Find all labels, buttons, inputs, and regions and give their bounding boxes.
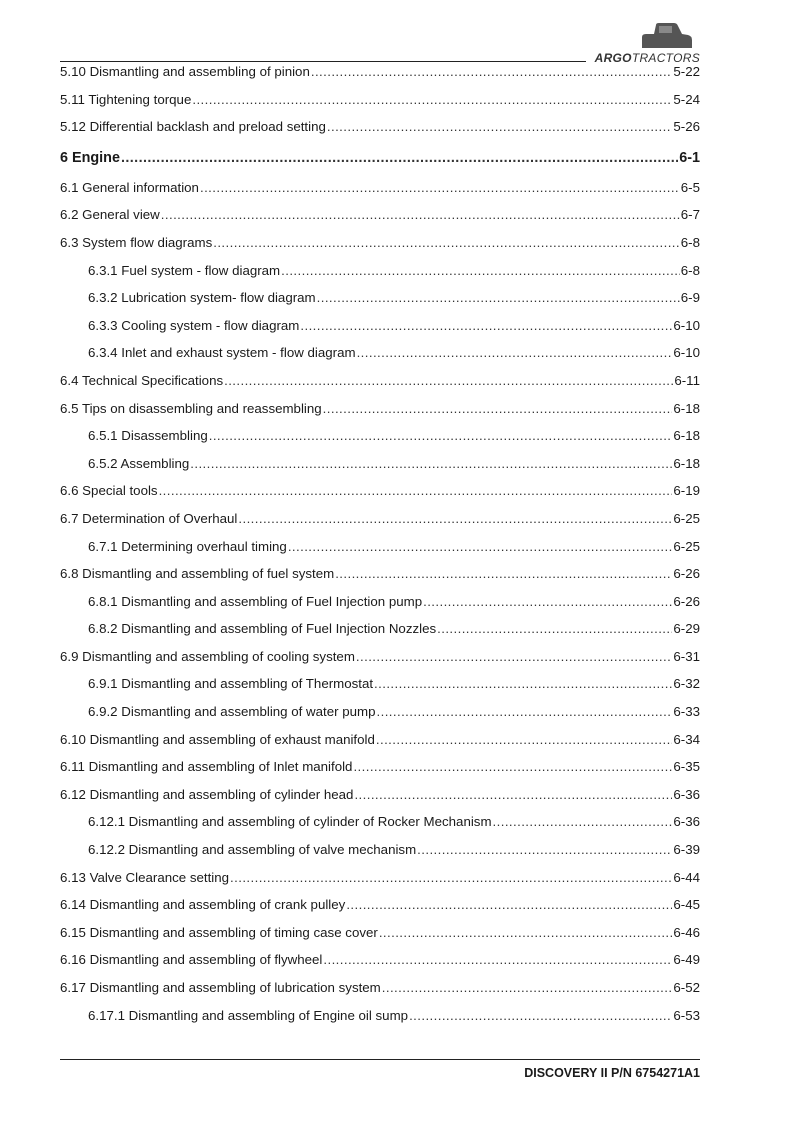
toc-entry[interactable] [60,64,700,92]
toc-entry-title: 6.15 Dismantling and assembling of timing case cover [60,924,378,940]
toc-entry-title: 6.5.2 Assembling [88,455,190,471]
toc-entry-page-number: 6-25 [673,510,700,526]
toc-entry[interactable] [60,147,700,180]
toc-dot-leader [161,207,680,222]
brand-wordmark [588,51,700,65]
toc-entry-title: 6.5 Tips on disassembling and reassembling [60,400,322,416]
toc-entry-title: 6.10 Dismantling and assembling of exhaust manifold [60,731,375,747]
toc-dot-leader [409,1008,672,1023]
toc-entry-title: 6.16 Dismantling and assembling of flywheel [60,952,323,968]
toc-entry[interactable] [60,290,700,318]
toc-entry-title: 5.12 Differential backlash and preload setting [60,119,326,135]
toc-entry[interactable] [60,119,700,147]
toc-entry[interactable] [60,759,700,787]
toc-entry[interactable] [60,456,700,484]
toc-entry-page-number: 6-45 [673,897,700,913]
toc-entry-page-number: 6-44 [673,869,700,885]
toc-entry[interactable] [60,649,700,677]
toc-dot-leader [288,539,673,554]
toc-dot-leader [209,428,673,443]
toc-entry-page-number: 5-22 [673,64,700,79]
toc-entry-page-number: 6-29 [673,621,700,637]
toc-entry-page-number: 6-35 [673,759,700,775]
document-part-number: DISCOVERY II P/N 6754271A1 [524,1066,700,1080]
header-rule [60,61,586,62]
toc-dot-leader [417,842,672,857]
toc-entry-title: 6.17.1 Dismantling and assembling of Engine oil sump [88,1007,409,1023]
toc-entry[interactable] [60,676,700,704]
toc-entry-page-number: 6-33 [673,704,700,720]
toc-entry-page-number: 6-53 [673,1007,700,1023]
toc-entry-page-number: 6-18 [673,428,700,444]
brand-logo [588,22,700,66]
toc-entry[interactable] [60,980,700,1008]
toc-dot-leader [224,373,673,388]
toc-entry[interactable] [60,814,700,842]
toc-entry[interactable] [60,566,700,594]
toc-entry[interactable] [60,235,700,263]
toc-entry[interactable] [60,1008,700,1036]
toc-dot-leader [493,814,673,829]
toc-entry-page-number: 6-18 [673,455,700,471]
toc-entry-page-number: 6-19 [673,483,700,499]
toc-dot-leader [281,263,680,278]
toc-dot-leader [376,732,673,747]
toc-entry-page-number: 6-34 [673,731,700,747]
toc-entry[interactable] [60,345,700,373]
toc-entry-title: 6.9 Dismantling and assembling of cooling system [60,648,355,664]
toc-entry-page-number: 6-26 [673,566,700,582]
toc-entry[interactable] [60,180,700,208]
toc-entry-title: 6.3.4 Inlet and exhaust system - flow diagram [88,345,356,361]
toc-entry-title: 6.8 Dismantling and assembling of fuel system [60,566,335,582]
toc-entry-page-number: 6-39 [673,842,700,858]
toc-entry-page-number: 6-32 [673,676,700,692]
footer-rule [60,1059,700,1060]
toc-entry-page-number: 6-1 [679,149,700,166]
toc-dot-leader [190,456,672,471]
toc-entry-title: 6.12.2 Dismantling and assembling of valve mechanism [88,842,417,858]
toc-entry[interactable] [60,897,700,925]
toc-dot-leader [437,621,672,636]
toc-entry[interactable] [60,428,700,456]
toc-entry[interactable] [60,539,700,567]
toc-entry-title: 6.7 Determination of Overhaul [60,510,238,526]
toc-dot-leader [213,235,680,250]
toc-entry-title: 6.3.3 Cooling system - flow diagram [88,317,300,333]
toc-entry-title: 6.9.1 Dismantling and assembling of Thermostat [88,676,374,692]
toc-entry-page-number: 6-49 [673,952,700,968]
toc-entry-page-number: 6-46 [673,924,700,940]
toc-entry-title: 6.7.1 Determining overhaul timing [88,538,287,554]
toc-entry-title: 5.10 Dismantling and assembling of pinion [60,64,310,79]
brand-name-rest: TRACTORS [631,51,700,65]
toc-entry-page-number: 6-26 [673,593,700,609]
toc-entry[interactable] [60,92,700,120]
toc-entry-title: 6.2 General view [60,207,160,223]
toc-entry-title: 6.6 Special tools [60,483,158,499]
toc-dot-leader [356,649,672,664]
toc-entry-page-number: 5-24 [673,91,700,107]
toc-entry[interactable] [60,952,700,980]
toc-entry-title: 6.13 Valve Clearance setting [60,869,230,885]
toc-dot-leader [335,566,672,581]
toc-entry-page-number: 6-18 [673,400,700,416]
toc-dot-leader [346,897,672,912]
toc-dot-leader [323,952,672,967]
toc-entry-title: 5.11 Tightening torque [60,91,192,107]
toc-dot-leader [159,483,673,498]
toc-entry[interactable] [60,732,700,760]
toc-entry[interactable] [60,594,700,622]
toc-entry-page-number: 6-9 [680,290,700,306]
toc-entry-title: 6.8.2 Dismantling and assembling of Fuel Injection Nozzles [88,621,437,637]
toc-entry-page-number: 6-7 [680,207,700,223]
toc-dot-leader [192,92,672,107]
toc-dot-leader [382,980,673,995]
toc-dot-leader [377,704,673,719]
toc-entry-title: 6.5.1 Disassembling [88,428,208,444]
toc-entry-page-number: 6-8 [680,234,700,250]
toc-entry[interactable] [60,401,700,429]
toc-dot-leader [374,676,672,691]
toc-entry[interactable] [60,263,700,291]
toc-dot-leader [300,318,672,333]
toc-dot-leader [121,150,678,166]
toc-entry[interactable] [60,511,700,539]
toc-entry[interactable] [60,704,700,732]
toc-entry-page-number: 6-8 [680,262,700,278]
toc-dot-leader [311,64,673,79]
toc-entry-title: 6.12 Dismantling and assembling of cylinder head [60,786,354,802]
toc-entry[interactable] [60,925,700,953]
toc-entry-title: 6.17 Dismantling and assembling of lubrication system [60,980,381,995]
toc-entry[interactable] [60,787,700,815]
toc-dot-leader [379,925,673,940]
brand-name-bold: ARGO [594,51,632,65]
toc-entry-title: 6.11 Dismantling and assembling of Inlet manifold [60,759,353,775]
toc-entry[interactable] [60,373,700,401]
toc-dot-leader [238,511,672,526]
toc-entry-page-number: 6-11 [674,372,700,388]
toc-entry-title: 6.3.1 Fuel system - flow diagram [88,262,281,278]
toc-entry-title: 6.3 System flow diagrams [60,234,213,250]
toc-entry-title: 6.4 Technical Specifications [60,372,224,388]
toc-dot-leader [200,180,680,195]
toc-entry[interactable] [60,207,700,235]
toc-dot-leader [327,119,673,134]
toc-dot-leader [230,870,672,885]
toc-entry-page-number: 6-10 [673,317,700,333]
toc-entry-title: 6.8.1 Dismantling and assembling of Fuel Injection pump [88,593,423,609]
toc-dot-leader [354,787,672,802]
toc-entry[interactable] [60,483,700,511]
toc-entry[interactable] [60,621,700,649]
toc-entry[interactable] [60,318,700,346]
toc-entry-title: 6.9.2 Dismantling and assembling of water pump [88,704,376,720]
toc-entry-page-number: 6-36 [673,786,700,802]
toc-entry-page-number: 6-36 [673,814,700,830]
toc-entry-page-number: 6-52 [673,980,700,995]
toc-entry-title: 6.1 General information [60,179,199,195]
toc-entry-title: 6.12.1 Dismantling and assembling of cylinder of Rocker Mechanism [88,814,492,830]
toc-entry[interactable] [60,842,700,870]
tractor-icon [638,22,694,48]
toc-dot-leader [323,401,673,416]
toc-entry-title: 6.3.2 Lubrication system- flow diagram [88,290,316,306]
toc-dot-leader [317,290,680,305]
toc-entry-page-number: 5-26 [673,119,700,135]
toc-entry-page-number: 6-25 [673,538,700,554]
toc-entry-title: 6.14 Dismantling and assembling of crank pulley [60,897,346,913]
table-of-contents [60,64,700,1035]
toc-entry-page-number: 6-31 [673,648,700,664]
toc-dot-leader [357,345,673,360]
toc-entry-page-number: 6-10 [673,345,700,361]
toc-entry[interactable] [60,870,700,898]
toc-dot-leader [353,759,672,774]
toc-dot-leader [423,594,672,609]
toc-entry-page-number: 6-5 [680,179,700,195]
toc-entry-title: 6 Engine [60,149,120,166]
